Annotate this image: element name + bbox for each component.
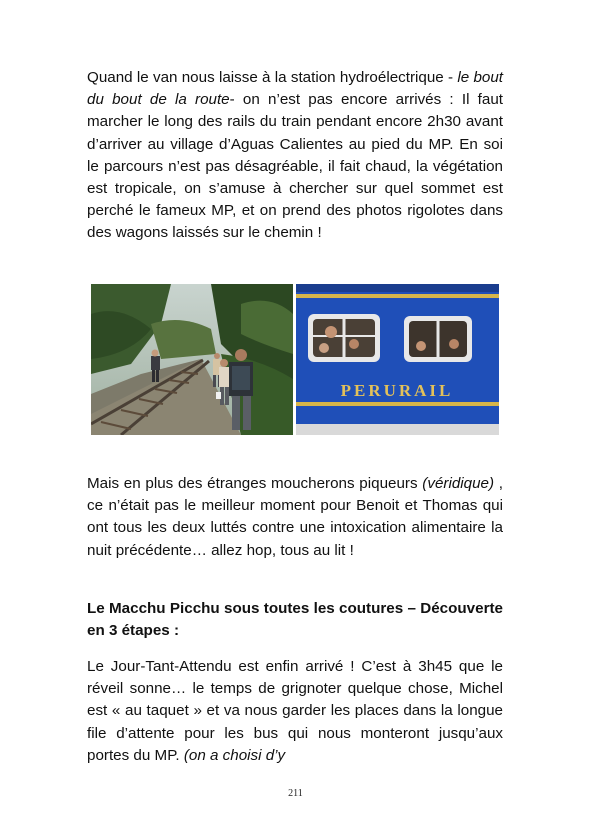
paragraph-italic: (véridique)	[422, 475, 495, 492]
paragraph-illness	[87, 473, 503, 562]
paragraph-hike	[87, 67, 503, 245]
page-number: 211	[288, 788, 303, 799]
photo-perurail-train	[296, 284, 499, 435]
train-sign-text: PERURAIL	[340, 381, 454, 400]
photo-hikers-on-rails	[91, 284, 293, 435]
paragraph-text: - on n’est pas encore arrivés : Il faut marcher le long des rails du train pendant encore 2h30 avant d’arriver au village d’Aguas Calientes au pied du MP. En soi le parcours n’est pas désagréable, il fait chaud, la végétation est tropicale, on s’amuse à chercher sur quel sommet est perché le fameux MP, et on prend des photos rigolotes dans des wagons laissés sur le chemin !	[87, 91, 503, 242]
paragraph-text: Le Jour-Tant-Attendu est enfin arrivé ! C’est à 3h45 que le réveil sonne… le temps de grignoter quelque chose, Michel est « au taquet » et va nous garder les places dans la longue file d’attente pour les bus qui nous monteront jusqu’aux portes du MP.	[87, 658, 503, 764]
paragraph-big-day	[87, 656, 503, 767]
paragraph-text: Quand le van nous laisse à la station hydroélectrique -	[87, 69, 458, 86]
paragraph-italic: le bout du bout de la route	[87, 69, 503, 109]
paragraph-text: , ce n’était pas le meilleur moment pour Benoit et Thomas qui ont tous les deux luttés contre une intoxication alimentaire la nuit précédente… allez hop, tous au lit !	[87, 475, 503, 559]
section-heading: Le Macchu Picchu sous toutes les coutures – Découverte en 3 étapes :	[87, 600, 503, 640]
photo-row	[91, 284, 499, 435]
paragraph-italic: (on a choisi d’y	[183, 746, 286, 764]
paragraph-text: Mais en plus des étranges moucherons piqueurs	[87, 475, 423, 492]
